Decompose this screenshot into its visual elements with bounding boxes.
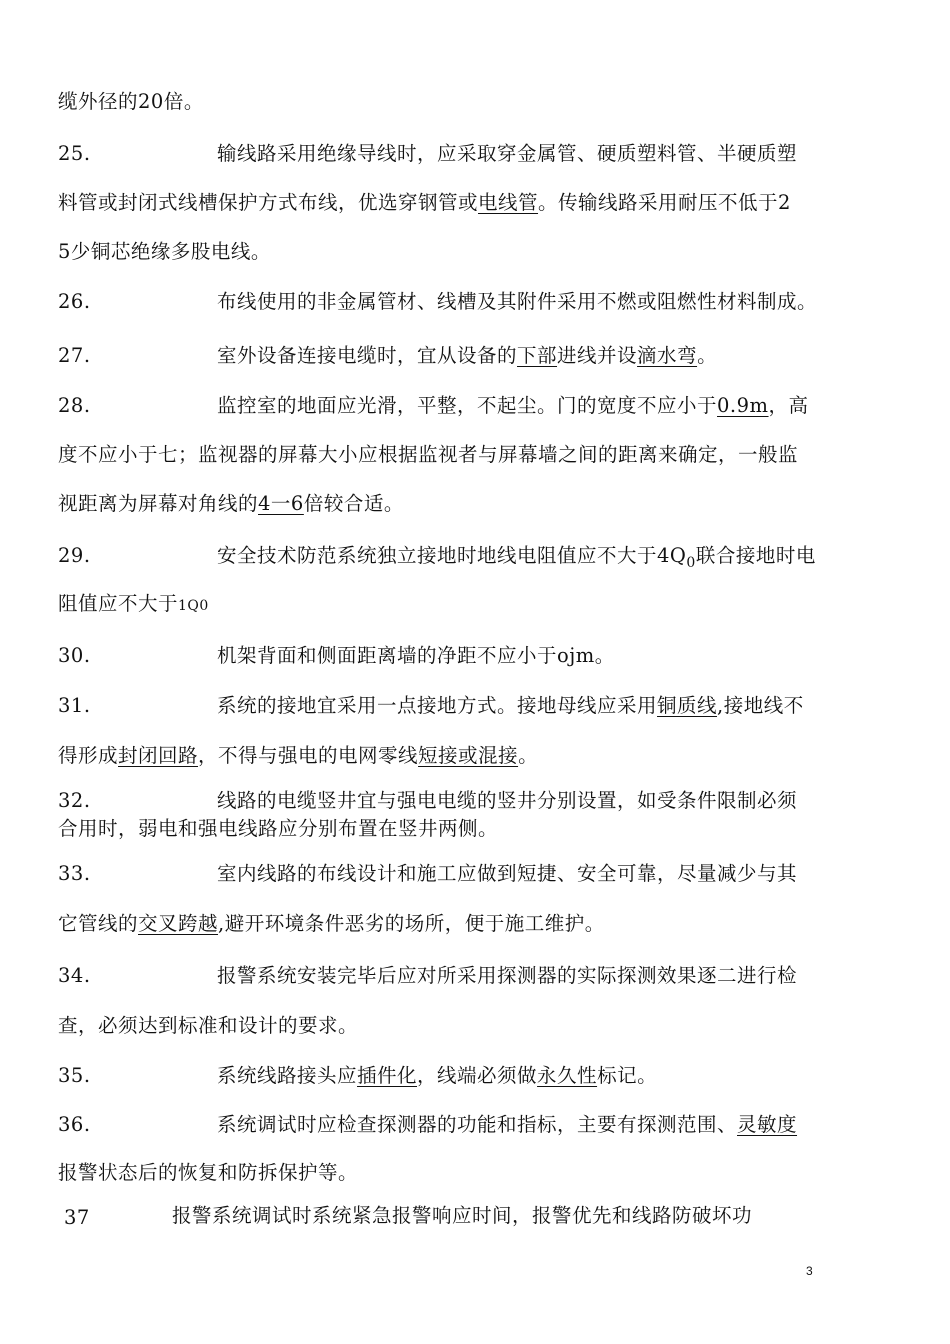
text-span: 标记。 [597,1064,658,1087]
item-28-line-1 [217,394,809,418]
text-span: 系统的接地宜采用一点接地方式。接地母线应采用 [217,694,658,717]
item-number-29: 29. [58,544,91,567]
underlined-term: 0.9m [717,394,769,417]
item-number-27: 27. [58,344,91,367]
small-text: 1Q0 [178,598,209,614]
text-span: 阻值应不大于 [58,592,179,615]
item-28-line-3 [58,492,404,516]
text-span: 。 [697,344,718,367]
item-number-34: 34. [58,964,91,987]
text-span: 得形成 [58,744,119,767]
item-number-36: 36. [58,1113,91,1136]
item-37-line-1: 报警系统调试时系统紧急报警响应时间，报警优先和线路防破坏功 [172,1204,753,1227]
item-32-line-2: 合用时，弱电和强电线路应分别布置在竖井两侧。 [58,817,499,840]
text-span: 。 [518,744,539,767]
item-28-line-2: 度不应小于七；监视器的屏幕大小应根据监视者与屏幕墙之间的距离来确定，一般监 [58,443,799,466]
item-32-line-1: 线路的电缆竖井宜与强电电缆的竖井分别设置，如受条件限制必须 [217,789,798,812]
underlined-term: 下部 [517,344,558,367]
text-span: ，不得与强电的电网零线 [198,744,419,767]
item-33-line-1: 室内线路的布线设计和施工应做到短捷、安全可靠，尽量减少与其 [217,862,798,885]
item-29-line-2 [58,592,209,618]
item-number-33: 33. [58,862,91,885]
text-span: 进线并设 [557,344,638,367]
item-25-line-1: 输线路采用绝缘导线时，应采取穿金属管、硬质塑料管、半硬质塑 [217,142,798,165]
text-span: 它管线的 [58,912,139,935]
text-span: 联合接地时电 [695,544,816,567]
text-span: 系统调试时应检查探测器的功能和指标，主要有探测范围、 [217,1113,738,1136]
item-number-31: 31. [58,694,91,717]
underlined-term: 电线管 [478,191,539,214]
text-line: 缆外径的20倍。 [58,90,204,113]
item-35-line-1 [217,1064,657,1088]
item-36-line-1 [217,1113,797,1137]
subscript: 0 [686,554,696,571]
text-span: 4Q [657,544,687,567]
item-number-37: 37 [64,1206,90,1229]
underlined-term: 滴水弯 [637,344,698,367]
text-span: ,避开环境条件恶劣的场所，便于施工维护。 [218,912,605,935]
text-span: 室外设备连接电缆时，宜从设备的 [217,344,518,367]
underlined-term: 短接或混接 [418,744,519,767]
text-span: ,接地线不 [717,694,804,717]
item-31-line-1 [217,694,804,718]
underlined-term: 4一6 [258,492,304,515]
underlined-term: 交叉跨越 [138,912,219,935]
item-25-line-2 [58,191,791,215]
item-number-26: 26. [58,290,91,313]
item-29-line-1 [217,544,816,575]
item-number-25: 25. [58,142,91,165]
underlined-term: 封闭回路 [118,744,199,767]
underlined-term: 铜质线 [657,694,718,717]
item-number-28: 28. [58,394,91,417]
page-number: 3 [806,1264,813,1278]
underlined-term: 插件化 [357,1064,418,1087]
text-span: ，高 [768,394,809,417]
text-span: 安全技术防范系统独立接地时地线电阻值应不大于 [217,544,658,567]
item-number-35: 35. [58,1064,91,1087]
item-33-line-2 [58,912,605,936]
item-25-line-3: 5少铜芯绝缘多股电线。 [58,240,271,263]
item-34-line-1: 报警系统安装完毕后应对所采用探测器的实际探测效果逐二进行检 [217,964,798,987]
item-27-line-1 [217,344,717,368]
text-span: 监控室的地面应光滑，平整，不起尘。门的宽度不应小于 [217,394,718,417]
text-span: 料管或封闭式线槽保护方式布线，优选穿钢管或 [58,191,479,214]
text-span: 。传输线路采用耐压不低于2 [538,191,791,214]
item-36-line-2: 报警状态后的恢复和防拆保护等。 [58,1161,359,1184]
text-span: 视距离为屏幕对角线的 [58,492,259,515]
text-span: 系统线路接头应 [217,1064,358,1087]
text-span: ，线端必须做 [417,1064,538,1087]
item-34-line-2: 查，必须达到标准和设计的要求。 [58,1014,359,1037]
item-31-line-2 [58,744,538,768]
item-number-30: 30. [58,644,91,667]
item-30-line-1: 机架背面和侧面距离墙的净距不应小于ojm。 [217,644,615,667]
item-number-32: 32. [58,789,91,812]
item-26-line-1: 布线使用的非金属管材、线槽及其附件采用不燃或阻燃性材料制成。 [217,290,818,313]
text-span: 倍较合适。 [303,492,404,515]
underlined-term: 永久性 [537,1064,598,1087]
underlined-term: 灵敏度 [737,1113,798,1136]
